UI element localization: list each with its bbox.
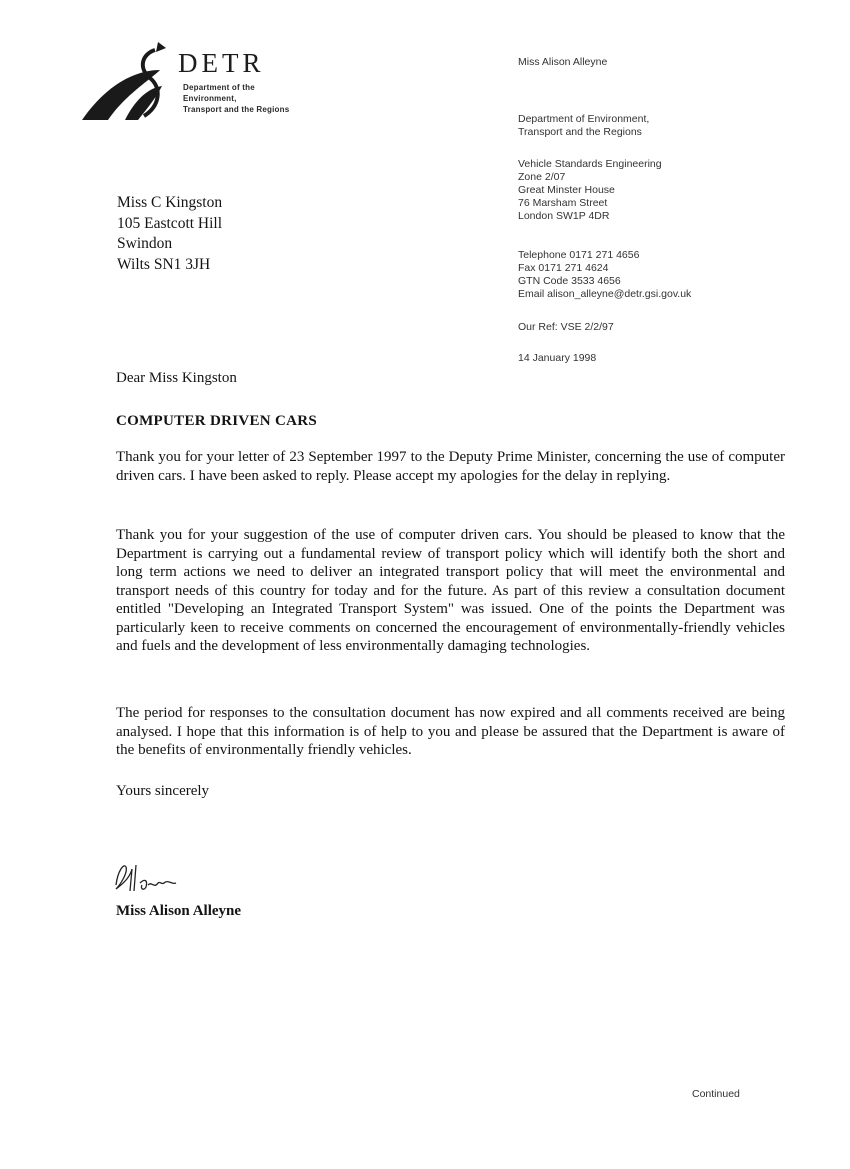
logo-line: Department of the [183, 83, 255, 92]
recipient-address [117, 193, 222, 275]
sender-name: Miss Alison Alleyne [518, 56, 608, 68]
letter-date: 14 January 1998 [518, 352, 597, 364]
sender-division-line: Department of Environment, [518, 113, 650, 125]
recipient-line: Miss C Kingston [117, 194, 223, 211]
body-paragraph: Thank you for your letter of 23 September 1997 to the Deputy Prime Minister, concerning the use of computer driven cars. I have been asked to reply. Please accept my apologies for the delay in replying. [116, 449, 785, 484]
sender-address-line: London SW1P 4DR [518, 210, 610, 222]
recipient-line: Swindon [117, 235, 173, 252]
sender-address-line: Great Minster House [518, 184, 615, 196]
sender-contact-line: Fax 0171 271 4624 [518, 262, 609, 274]
continued-note: Continued [692, 1088, 740, 1100]
sender-address-line: Zone 2/07 [518, 171, 566, 183]
recipient-line: Wilts SN1 3JH [117, 255, 211, 273]
sender-division [518, 113, 649, 139]
sender-contact [518, 249, 691, 301]
recipient-line: 105 Eastcott Hill [117, 214, 223, 232]
body-paragraph: The period for responses to the consultation document has now expired and all comments received are being analysed. I hope that this information is of help to you and please be assured that the Department is aware of the benefits of environmentally friendly vehicles. [116, 705, 785, 758]
sender-contact-line: GTN Code 3533 4656 [518, 275, 621, 287]
logo-line: Transport and the Regions [183, 105, 290, 114]
signature-icon [106, 855, 196, 900]
sender-contact-line: Telephone 0171 271 4656 [518, 249, 640, 261]
our-reference: Our Ref: VSE 2/2/97 [518, 321, 614, 333]
subject-heading: COMPUTER DRIVEN CARS [116, 413, 318, 429]
sender-address [518, 158, 662, 223]
salutation: Dear Miss Kingston [116, 370, 237, 386]
sender-division-line: Transport and the Regions [518, 126, 642, 138]
logo-line: Environment, [183, 94, 237, 103]
body-paragraph: Thank you for your suggestion of the use of computer driven cars. You should be pleased to know that the Department is carrying out a fundamental review of transport policy which will identify both the short and long term actions we need to deliver an integrated transport policy that will meet the environmental and transport needs of this country for today and for the future. As part of this review a consultation document entitled "Developing an Integrated Transport System" was issued. One of the points the Department was particularly keen to receive comments on concerned the encouragement of environmentally-friendly vehicles and fuels and the development of less environmentally damaging technologies. [116, 527, 785, 654]
signer-name: Miss Alison Alleyne [116, 903, 242, 919]
logo-wordmark: DETR [178, 48, 265, 78]
sender-address-line: 76 Marsham Street [518, 197, 608, 209]
sender-address-line: Vehicle Standards Engineering [518, 158, 662, 170]
closing: Yours sincerely [116, 783, 210, 799]
sender-contact-line: Email alison_alleyne@detr.gsi.gov.uk [518, 288, 692, 300]
